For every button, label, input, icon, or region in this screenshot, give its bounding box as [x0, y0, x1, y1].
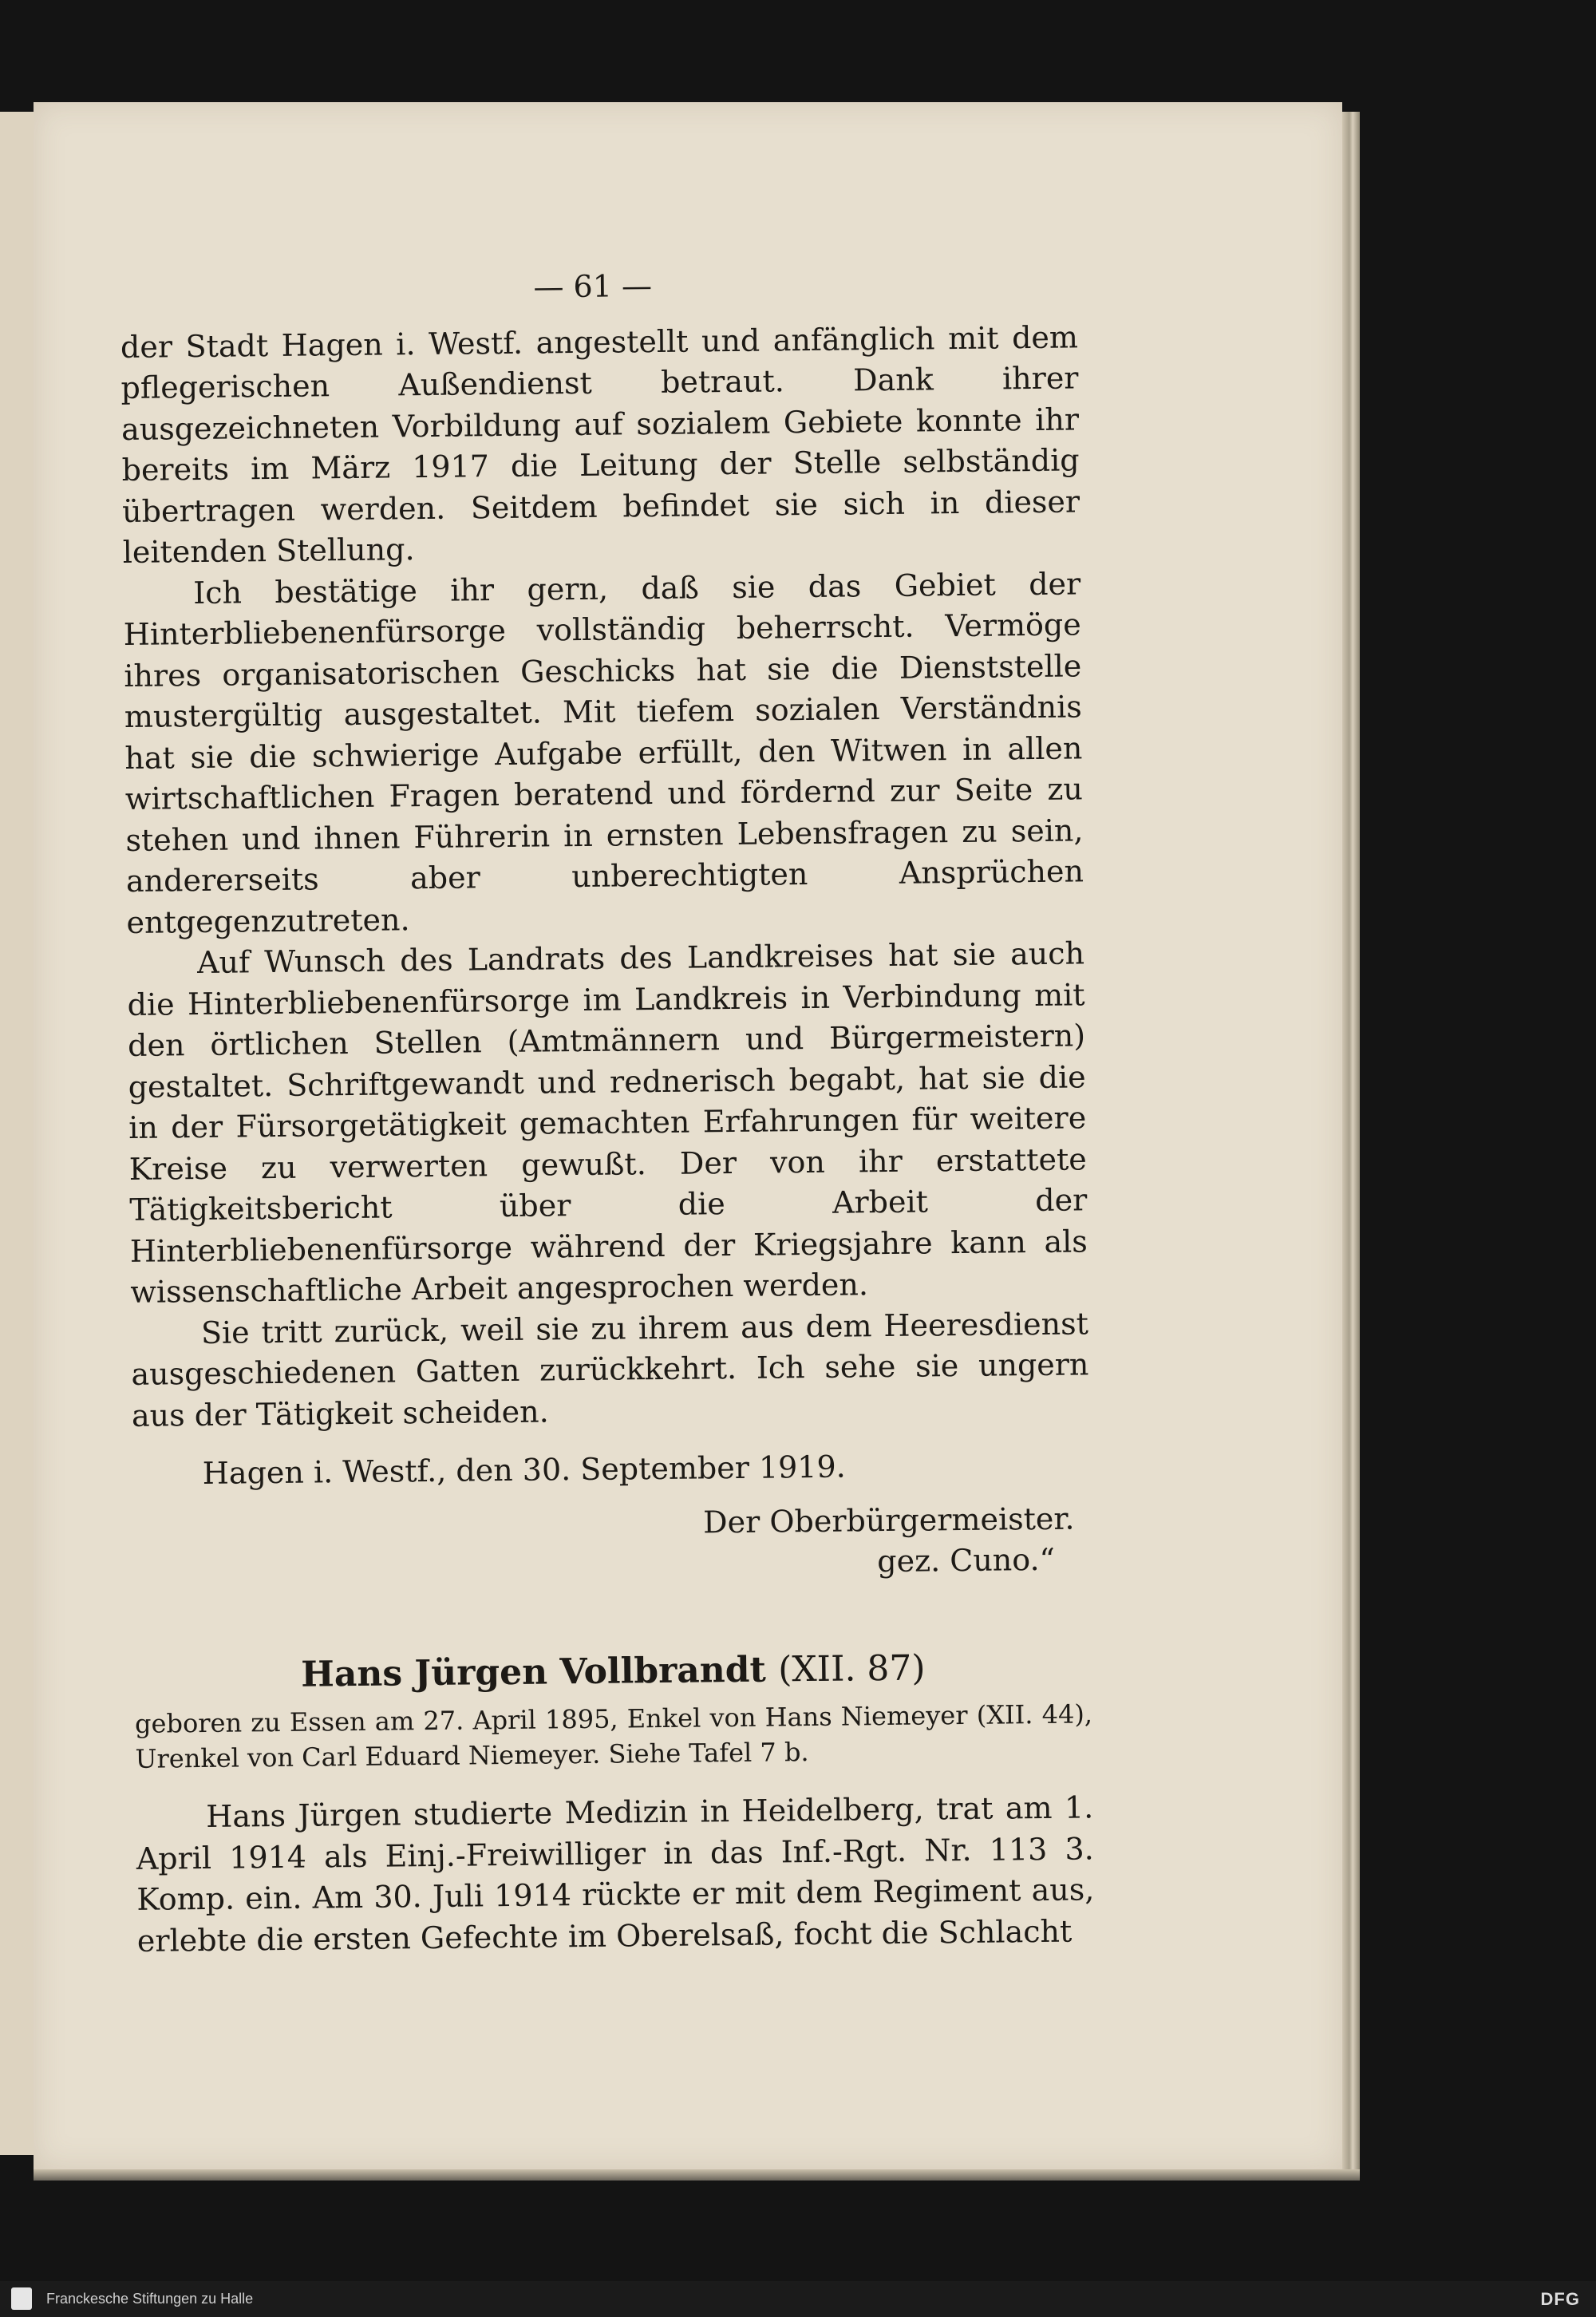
paragraph-1: der Stadt Hagen i. Westf. angestellt und anfänglich mit dem pflegerischen Außendienst betraut. Dank ihrer ausgezeichneten Vorbildung auf sozialem Gebiete konnte ihr bereits im März 1917 die Leitung der Stelle selbständig übertragen werden. Seitdem befindet sie sich in dieser leitenden Stellung.	[120, 318, 1080, 570]
signature-title: Der Oberbürgermeister.	[702, 1501, 1075, 1540]
page-stack-edge	[1342, 112, 1360, 2171]
signature-name: gez. Cuno.“	[877, 1541, 1056, 1580]
page-number: — 61 —	[533, 268, 653, 305]
paragraph-3: Auf Wunsch des Landrats des Landkreises hat sie auch die Hinterbliebenenfürsorge im Landkreis in Verbindung mit den örtlichen Stellen (Amtmännern und Bürgermeistern) gestaltet. Schriftgewandt und rednerisch begabt, hat sie die in der Fürsorgetätigkeit gemachten Erfahrungen für weitere Kreise zu verwerten gewußt. Der von ihr erstattete Tätigkeitsbericht über die Arbeit der Hinterbliebenenfürsorge während der Kriegsjahre kann als wissenschaftliche Arbeit angesprochen werden.	[127, 935, 1088, 1310]
paragraph-4: Sie tritt zurück, weil sie zu ihrem aus dem Heeresdienst ausgeschiedenen Gatten zurückkehrt. Ich sehe sie ungern aus der Tätigkeit scheiden.	[131, 1305, 1089, 1433]
heading-reference: (XII. 87)	[777, 1647, 926, 1690]
page-content	[120, 261, 1095, 1961]
section-heading	[134, 1646, 1092, 1697]
page-stack-bottom	[34, 2169, 1360, 2181]
paragraph-2: Ich bestätige ihr gern, daß sie das Gebiet der Hinterbliebenenfürsorge vollständig beherrscht. Vermöge ihres organisatorischen Geschicks hat sie die Dienststelle mustergültig ausgestaltet. Mit tiefem sozialen Verständnis hat sie die schwierige Aufgabe erfüllt, den Witwen in allen wirtschaftlichen Fragen beratend und fördernd zur Seite zu stehen und ihnen Führerin in ernsten Lebensfragen zu sein, andererseits aber unberechtigten Ansprüchen entgegenzutreten.	[123, 565, 1084, 940]
institution-logo-icon	[11, 2287, 32, 2310]
viewer-footer	[0, 2281, 1596, 2317]
paragraph-5: Hans Jürgen studierte Medizin in Heidelberg, trat am 1. April 1914 als Einj.-Freiwilliger in das Inf.-Rgt. Nr. 113 3. Komp. ein. Am 30. Juli 1914 rückte er mit dem Regiment aus, erlebte die ersten Gefechte im Oberelsaß, focht die Schlacht	[136, 1789, 1095, 1959]
date-line: Hagen i. Westf., den 30. September 1919.	[202, 1449, 846, 1491]
institution-name[interactable]: Franckesche Stiftungen zu Halle	[46, 2291, 254, 2307]
dfg-logo: DFG	[1540, 2289, 1580, 2309]
heading-name: Hans Jürgen Vollbrandt	[300, 1649, 767, 1695]
left-page-edge	[0, 112, 38, 2155]
birth-subline: geboren zu Essen am 27. April 1895, Enkel von Hans Niemeyer (XII. 44), Urenkel von Carl Eduard Niemeyer. Siehe Tafel 7 b.	[134, 1698, 1093, 1774]
